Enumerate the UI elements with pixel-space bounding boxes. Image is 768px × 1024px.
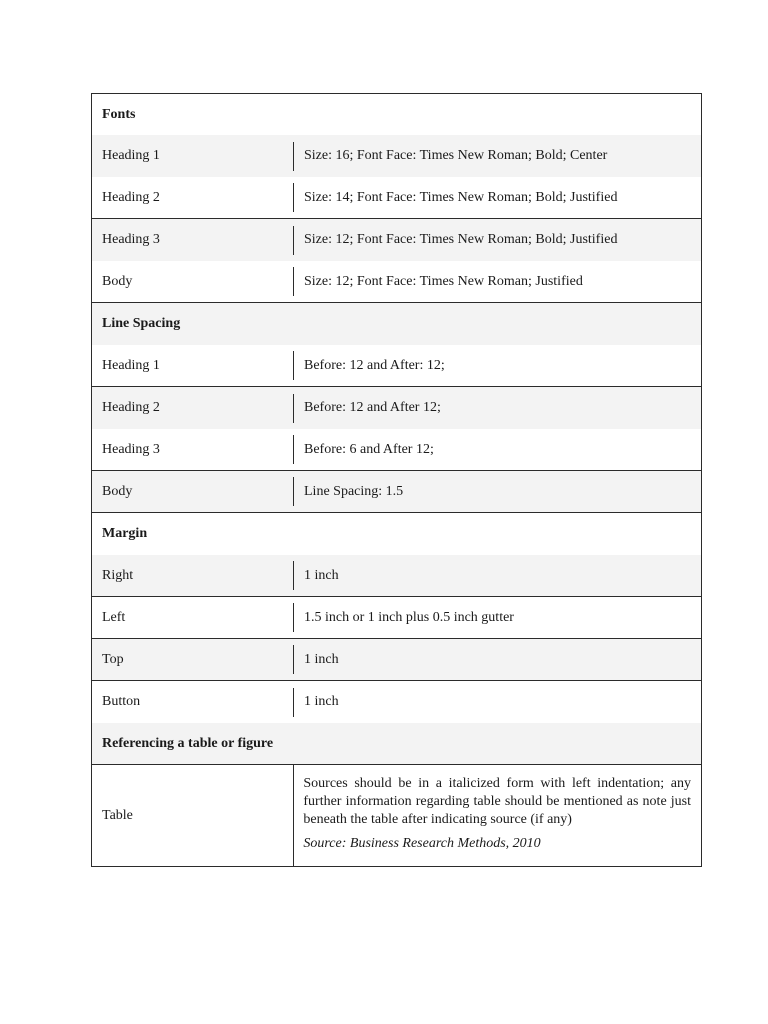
value-cell [293, 471, 701, 512]
row-label: Body [102, 273, 133, 289]
row-value: 1 inch [304, 567, 339, 583]
value-cell [293, 681, 701, 723]
value-cell [293, 639, 701, 680]
row-value: Before: 12 and After: 12; [304, 357, 445, 373]
source-citation: Source: Business Research Methods, 2010 [303, 836, 541, 851]
row-label: Heading 2 [102, 189, 160, 205]
row-label: Heading 3 [102, 232, 160, 247]
row-label: Right [102, 567, 134, 583]
row-label: Heading 1 [102, 148, 160, 163]
row-label: Table [102, 807, 133, 823]
table-row [92, 177, 701, 219]
row-label: Heading 1 [102, 357, 160, 373]
row-value: Size: 12; Font Face: Times New Roman; Justified [304, 273, 583, 289]
row-label: Button [102, 694, 141, 709]
table-row [92, 597, 701, 639]
table-row [92, 345, 701, 387]
table-row [92, 387, 701, 429]
formatting-table [91, 93, 702, 867]
row-label: Heading 3 [102, 441, 160, 457]
row-value: Before: 6 and After 12; [304, 441, 434, 457]
value-cell [293, 555, 701, 596]
table-row [92, 471, 701, 513]
table-row [92, 261, 701, 303]
note-text: Sources should be in a italicized form with left indentation; any further information regarding table should be mentioned as note just beneath the table after indicating source (if any) [303, 776, 691, 827]
value-cell [293, 345, 701, 386]
row-value: Line Spacing: 1.5 [304, 483, 404, 499]
value-cell [293, 177, 701, 218]
table-row [92, 135, 701, 177]
value-cell [293, 597, 701, 638]
section-header-row [92, 513, 701, 555]
value-cell [293, 765, 701, 866]
value-cell [293, 387, 701, 429]
section-header-row [92, 303, 701, 345]
table-row [92, 765, 701, 866]
section-header-row [92, 94, 701, 135]
row-label: Left [102, 609, 126, 625]
row-value: 1 inch [304, 651, 339, 667]
row-value: 1.5 inch or 1 inch plus 0.5 inch gutter [304, 609, 514, 625]
note-block [293, 765, 701, 866]
value-cell [293, 261, 701, 302]
row-label: Body [102, 483, 133, 499]
section-header-row [92, 723, 701, 765]
table-row [92, 555, 701, 597]
section-title: Fonts [102, 106, 136, 122]
table-row [92, 639, 701, 681]
row-value: Size: 16; Font Face: Times New Roman; Bold; Center [304, 148, 608, 163]
table-row [92, 681, 701, 723]
row-label: Heading 2 [102, 400, 160, 415]
row-value: Size: 14; Font Face: Times New Roman; Bold; Justified [304, 189, 618, 205]
row-value: Size: 12; Font Face: Times New Roman; Bold; Justified [304, 232, 618, 247]
row-value: Before: 12 and After 12; [304, 400, 441, 415]
table-row [92, 219, 701, 261]
section-title: Margin [102, 526, 148, 541]
row-label: Top [102, 651, 124, 667]
table-row [92, 429, 701, 471]
row-value: 1 inch [304, 694, 339, 709]
section-title: Referencing a table or figure [102, 735, 274, 751]
value-cell [293, 429, 701, 470]
section-title: Line Spacing [102, 316, 181, 331]
value-cell [293, 219, 701, 261]
value-cell [293, 135, 701, 177]
